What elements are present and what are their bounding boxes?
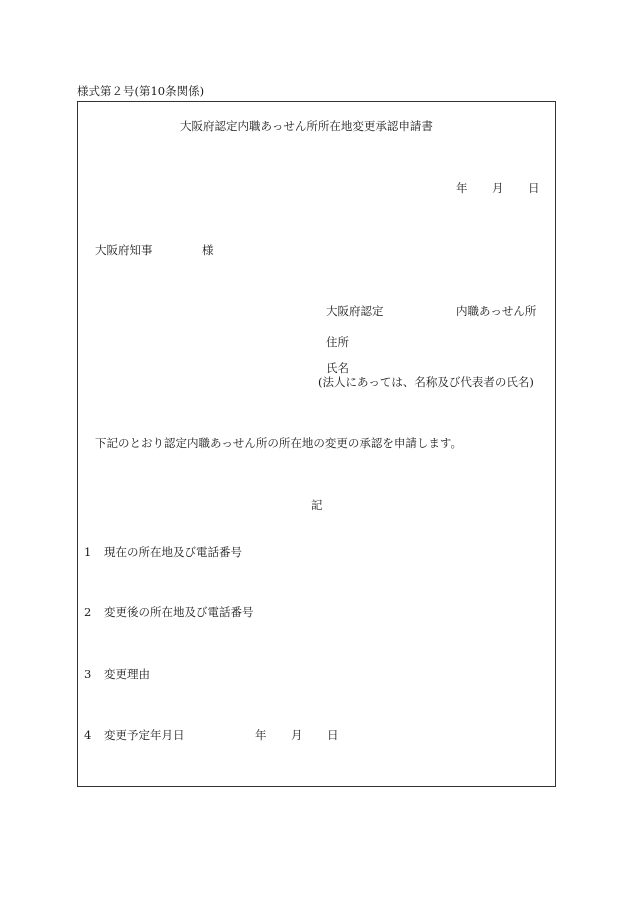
- addressee-honorific: 様: [202, 243, 214, 257]
- form-number: 様式第２号(第10条関係): [77, 84, 205, 98]
- item4-day: 日: [327, 728, 339, 742]
- name-note: (法人にあっては、名称及び代表者の氏名): [318, 375, 534, 389]
- name-label: 氏名: [326, 361, 349, 375]
- certified-label: 大阪府認定: [326, 304, 384, 318]
- date-year: 年: [456, 181, 468, 195]
- item-number: 3: [84, 667, 92, 681]
- item-label: 変更後の所在地及び電話番号: [104, 605, 254, 619]
- item4-year: 年: [255, 728, 267, 742]
- ki-marker: 記: [311, 498, 323, 512]
- list-item: [84, 728, 185, 742]
- list-item: [84, 667, 150, 681]
- item-number: 1: [84, 545, 92, 559]
- list-item: [84, 545, 242, 559]
- date-day: 日: [528, 181, 540, 195]
- item-label: 現在の所在地及び電話番号: [104, 545, 242, 559]
- list-item: [84, 605, 254, 619]
- item4-month: 月: [291, 728, 303, 742]
- office-suffix: 内職あっせん所: [456, 304, 537, 318]
- body-text: 下記のとおり認定内職あっせん所の所在地の変更の承認を申請します。: [95, 436, 462, 450]
- item-number: 2: [84, 605, 92, 619]
- item-label: 変更理由: [104, 667, 150, 681]
- addressee-name: 大阪府知事: [95, 243, 153, 257]
- address-label: 住所: [326, 335, 349, 349]
- item-label: 変更予定年月日: [104, 728, 185, 742]
- date-month: 月: [492, 181, 504, 195]
- item-number: 4: [84, 728, 92, 742]
- form-title: 大阪府認定内職あっせん所所在地変更承認申請書: [180, 119, 433, 133]
